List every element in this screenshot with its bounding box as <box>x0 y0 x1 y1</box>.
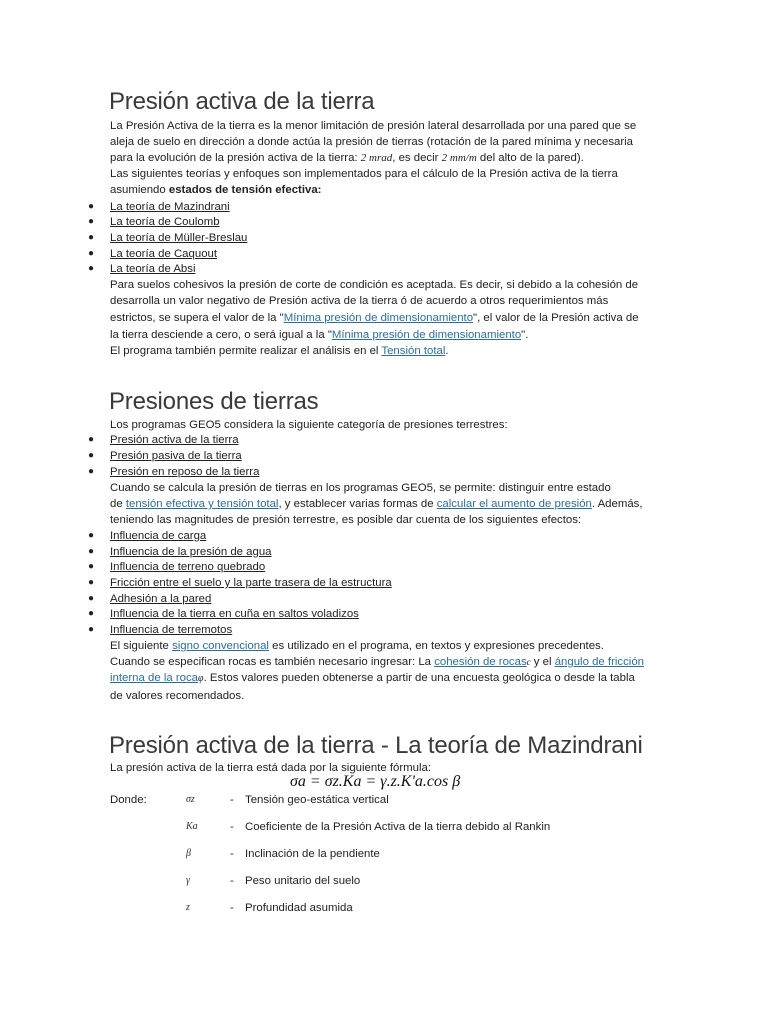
bullet: ● <box>88 216 95 227</box>
var-symbol: σz <box>186 794 195 805</box>
link-broken-terrain[interactable]: Influencia de terreno quebrado <box>110 561 266 573</box>
bullet: ● <box>88 466 95 477</box>
inline-math: 2 mm/m <box>441 152 477 164</box>
bullet: ● <box>88 530 95 541</box>
paragraph-line: La presión activa de la tierra está dada por la siguiente fórmula: <box>110 762 432 774</box>
link-total-stress[interactable]: Tensión total <box>381 345 446 357</box>
link-friction[interactable]: Fricción entre el suelo y la parte trasera de la estructura <box>110 577 392 589</box>
link-sign-convention[interactable]: signo convencional <box>172 640 269 652</box>
symbol-c: c <box>526 657 531 667</box>
bullet: ● <box>88 434 95 445</box>
paragraph-line <box>110 638 604 654</box>
text: El programa también permite realizar el análisis en el <box>110 345 382 357</box>
link-internal-rock[interactable]: interna de la roca <box>110 672 199 684</box>
text: , es decir <box>392 152 442 164</box>
var-symbol: z <box>186 902 190 913</box>
paragraph-line: de valores recomendados. <box>110 690 245 702</box>
var-dash: - <box>230 902 234 914</box>
var-definition: Coeficiente de la Presión Activa de la tierra debido al Rankin <box>245 821 551 833</box>
var-definition: Profundidad asumida <box>245 902 353 914</box>
bullet: ● <box>88 248 95 259</box>
text: Cuando se especifican rocas es también necesario ingresar: La <box>110 656 435 668</box>
text: la tierra desciende a cero, o será igual a la " <box>110 329 332 341</box>
formula: σa = σz.Ka = γ.z.K'a.cos β <box>290 773 461 790</box>
paragraph-line <box>110 654 644 670</box>
text: del alto de la pared). <box>476 152 584 164</box>
text: para la evolución de la presión activa de la tierra: <box>110 152 361 164</box>
var-definition: Peso unitario del suelo <box>245 875 361 887</box>
text: es utilizado en el programa, en textos y expresiones precedentes. <box>268 640 604 652</box>
link-adhesion[interactable]: Adhesión a la pared <box>110 593 212 605</box>
paragraph-line <box>110 182 321 198</box>
text: . Estos valores pueden obtenerse a partir de una encuesta geológica o desde la tabla <box>203 672 635 684</box>
link-theory-coulomb[interactable]: La teoría de Coulomb <box>110 216 220 228</box>
var-dash: - <box>230 875 234 887</box>
var-symbol: γ <box>186 875 190 886</box>
text: y el <box>530 656 555 668</box>
link-effective-total-stress[interactable]: tensión efectiva y tensión total <box>125 498 279 510</box>
var-definition: Tensión geo-estática vertical <box>245 794 389 806</box>
link-theory-mazindrani[interactable]: La teoría de Mazindrani <box>110 201 230 213</box>
var-dash: - <box>230 794 234 806</box>
bullet: ● <box>88 624 95 635</box>
text: , y establecer varias formas de <box>278 498 437 510</box>
var-symbol: Ka <box>186 821 198 832</box>
paragraph-line <box>110 343 449 359</box>
link-pressure-increase[interactable]: calcular el aumento de presión <box>436 498 592 510</box>
link-theory-caquout[interactable]: La teoría de Caquout <box>110 248 218 260</box>
link-rock-cohesion[interactable]: cohesión de rocas <box>434 656 527 668</box>
paragraph-line: Para suelos cohesivos la presión de corte de condición es aceptada. Es decir, si debido a la cohesión de <box>110 279 639 291</box>
text: . <box>445 345 449 357</box>
donde-label: Donde: <box>110 794 147 806</box>
paragraph-line: desarrolla un valor negativo de Presión activa de la tierra ó de acuerdo a otros requerimientos más <box>110 295 609 307</box>
text: de <box>110 498 126 510</box>
bullet: ● <box>88 450 95 461</box>
link-load-influence[interactable]: Influencia de carga <box>110 530 207 542</box>
paragraph-line: Los programas GEO5 considera la siguiente categoría de presiones terrestres: <box>110 419 508 431</box>
bullet: ● <box>88 201 95 212</box>
bullet: ● <box>88 561 95 572</box>
link-water-influence[interactable]: Influencia de la presión de agua <box>110 546 272 558</box>
heading-mazindrani: Presión activa de la tierra - La teoría de Mazindrani <box>109 732 643 759</box>
paragraph-line <box>110 327 528 343</box>
link-earth-wedge[interactable]: Influencia de la tierra en cuña en saltos voladizos <box>110 608 359 620</box>
paragraph-line <box>110 670 635 687</box>
link-min-pressure[interactable]: Mínima presión de dimensionamiento <box>331 329 522 341</box>
paragraph-line <box>110 150 584 166</box>
link-active-pressure[interactable]: Presión activa de la tierra <box>110 434 239 446</box>
text: asumiendo <box>110 184 169 196</box>
bold-text: estados de tensión efectiva: <box>168 184 322 196</box>
link-min-pressure[interactable]: Mínima presión de dimensionamiento <box>283 312 474 324</box>
text: ". <box>521 329 529 341</box>
text: estrictos, se supera el valor de la " <box>110 312 284 324</box>
link-earthquakes[interactable]: Influencia de terremotos <box>110 624 233 636</box>
inline-math: 2 mrad <box>360 152 393 164</box>
link-passive-pressure[interactable]: Presión pasiva de la tierra <box>110 450 242 462</box>
var-dash: - <box>230 848 234 860</box>
link-theory-muller-breslau[interactable]: La teoría de Müller-Breslau <box>110 232 248 244</box>
var-definition: Inclinación de la pendiente <box>245 848 380 860</box>
var-symbol: β <box>186 848 191 859</box>
link-friction-angle[interactable]: ángulo de fricción <box>554 656 644 668</box>
text: El siguiente <box>110 640 173 652</box>
heading-earth-pressures: Presiones de tierras <box>109 388 319 415</box>
bullet: ● <box>88 546 95 557</box>
text: . Además, <box>591 498 643 510</box>
bullet: ● <box>88 593 95 604</box>
paragraph-line: teniendo las magnitudes de presión terrestre, es posible dar cuenta de los siguientes efectos: <box>110 514 582 526</box>
bullet: ● <box>88 263 95 274</box>
link-theory-absi[interactable]: La teoría de Absi <box>110 263 196 275</box>
link-rest-pressure[interactable]: Presión en reposo de la tierra <box>110 466 260 478</box>
paragraph-line: aleja de suelo en dirección a donde actúa la presión de tierras (rotación de la pared mínima y necesaria <box>110 136 634 148</box>
paragraph-line <box>110 496 643 512</box>
paragraph-line: Cuando se calcula la presión de tierras en los programas GEO5, se permite: distinguir entre estado <box>110 482 611 494</box>
bullet: ● <box>88 577 95 588</box>
bullet: ● <box>88 232 95 243</box>
paragraph-line: Las siguientes teorías y enfoques son implementados para el cálculo de la Presión activa de la tierra <box>110 168 618 180</box>
heading-active-pressure: Presión activa de la tierra <box>109 88 375 115</box>
bullet: ● <box>88 608 95 619</box>
paragraph-line: La Presión Activa de la tierra es la menor limitación de presión lateral desarrollada por una pared que se <box>110 120 637 132</box>
text: ", el valor de la Presión activa de <box>473 312 639 324</box>
symbol-phi: φ <box>198 673 204 684</box>
var-dash: - <box>230 821 234 833</box>
paragraph-line <box>110 310 639 326</box>
